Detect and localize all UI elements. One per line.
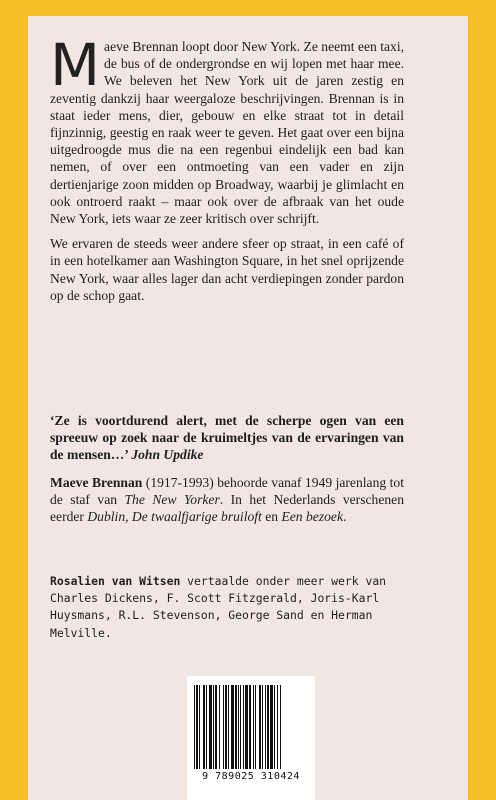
barcode-bar [262,685,263,769]
drop-cap: M [50,31,101,99]
translator-credit [50,573,404,642]
book-title-3: Een bezoek [281,509,343,525]
barcode-bar [194,685,195,769]
barcode-bar [253,685,254,769]
barcode-bar [243,685,244,769]
translator-text: vertaalde onder meer werk van Charles Dickens, F. Scott Fitzgerald, Joris-Karl Huysmans, R.L. Stevenson, George Sand en Herman Melville. [50,574,387,640]
barcode-bar [209,685,212,769]
translator-name: Rosalien van Witsen [50,574,181,588]
barcode-bar [249,685,251,769]
book-title-1: Dublin [87,509,126,525]
isbn-number: 9 789025 310424 [202,771,300,782]
barcode-bar [225,685,227,769]
barcode-bar [267,685,269,769]
quote-author: John Updike [131,447,204,463]
quote-text: ‘Ze is voortdurend alert, met de scherpe ogen van een spreeuw op zoek naar de kruimeltjes van de ervaringen van de mensen…’ [50,413,404,463]
barcode-bar [219,685,220,769]
blurb-paragraph-2: We ervaren de steeds weer andere sfeer op straat, in een café of in een hotelkamer aan Washington Square, in het snel oprijzende New York, waar alles lager dan acht verdiepingen zonder pardon op de schop gaat. [50,236,404,303]
barcode-bar [228,685,229,769]
barcode-bar [265,685,266,769]
author-name: Maeve Brennan [50,475,143,490]
barcode-bar [240,685,241,769]
barcode-bar [280,685,281,769]
barcode-bar [277,685,278,769]
barcode-box [187,676,315,800]
blurb [50,31,404,304]
barcode-bar [238,685,239,769]
barcode-bar [215,685,217,769]
magazine-title: The New Yorker [124,492,220,508]
review-quote [50,412,404,464]
book-title-2: De twaalfjarige bruiloft [131,509,262,525]
barcode-bar [255,685,256,769]
barcode-bar [199,685,200,769]
barcode-bar [231,685,234,769]
barcode-bar [259,685,261,769]
barcode-bar [274,685,275,769]
blurb-paragraph-1 [50,31,404,227]
barcode-bar [203,685,205,769]
barcode-bar [206,685,207,769]
barcode-bar [223,685,224,769]
barcode-bar [196,685,198,769]
barcode-bar [213,685,214,769]
blurb-text-1: aeve Brennan loopt door New York. Ze neemt een taxi, de bus of de ondergrondse en wij lopen met haar mee. We beleven het New York uit de jaren zestig en zeventig dankzij haar weergaloze beschrijvingen. Brennan is in staat ieder mens, dier, gebouw en elke straat tot in detail fijnzinnig, geestig en raak weer te geven. Het gaat over een bijna uitgedroogde mus die na een regenbui eindelijk een bad kan nemen, of over een ontmoeting van een vader en zijn dertienjarige zoon midden op Broadway, waarbij je glimlacht en ook ontroerd raakt – maar ook over de afbraak van het oude New York, iets waar ze zeer kritisch over schrijft. [50,39,404,227]
barcode-bar [270,685,273,769]
barcode-bar [245,685,248,769]
author-bio: Maeve Brennan (1917-1993) behoorde vanaf 1949 jarenlang tot de staf van The New Yorker. In het Nederlands verschenen eerder Dublin, De twaalfjarige bruiloft en Een bezoek. [50,475,404,525]
barcode-bars [194,685,308,769]
barcode-bar [235,685,237,769]
